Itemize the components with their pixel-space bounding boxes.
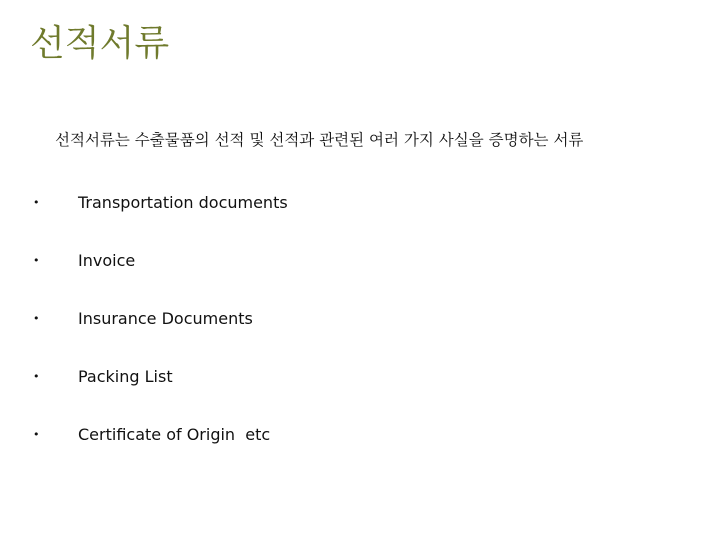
list-item-text: Transportation documents: [78, 193, 288, 212]
bullet-icon: •: [33, 428, 40, 441]
bullet-icon: •: [33, 254, 40, 267]
list-item: [0, 186, 720, 244]
bullet-icon: •: [33, 196, 40, 209]
list-item: [0, 418, 720, 476]
slide-subtitle: 선적서류는 수출물품의 선적 및 선적과 관련된 여러 가지 사실을 증명하는 서류: [55, 131, 584, 149]
list-item-text: Packing List: [78, 367, 173, 386]
list-item-text: Invoice: [78, 251, 136, 270]
list-item: [0, 302, 720, 360]
bullet-list: [0, 186, 720, 476]
list-item: [0, 244, 720, 302]
list-item-text: Insurance Documents: [78, 309, 253, 328]
bullet-icon: •: [33, 312, 40, 325]
list-item: [0, 360, 720, 418]
list-item-text: Certificate of Origin etc: [78, 425, 271, 444]
slide-title: 선적서류: [30, 23, 170, 64]
bullet-icon: •: [33, 370, 40, 383]
